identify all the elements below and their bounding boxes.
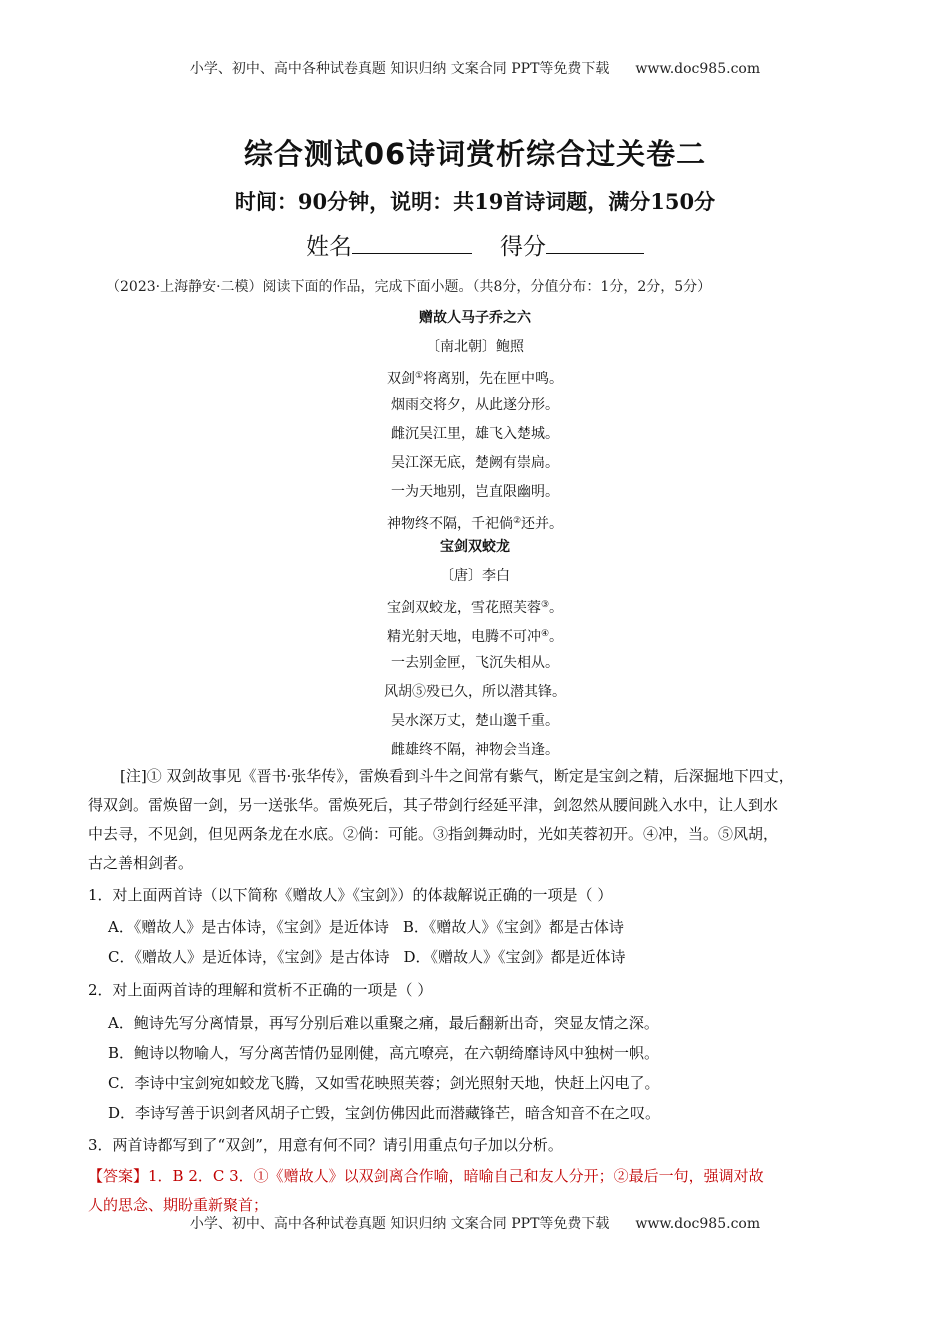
footer-text: 小学、初中、高中各种试卷真题 知识归纳 文案合同 PPT等免费下载 [189,1216,610,1232]
option-c: C．《赠故人》是近体诗，《宝剑》是古体诗 [108,948,390,966]
question-3-stem: 3．两首诗都写到了“双剑”，用意有何不同？请引用重点句子加以分析。 [88,1136,563,1154]
poem-line: 风胡⑤殁已久，所以潜其锋。 [384,684,566,700]
name-score-row [0,228,950,261]
poem-title: 赠故人马子乔之六 [419,310,531,326]
poem-author: 〔南北朝〕鲍照 [426,339,524,355]
question-1-options-row-1 [108,916,868,937]
poem-line: 一去别金匣，飞沉失相从。 [391,655,559,671]
answer-line: 【答案】1．B 2．C 3．①《赠故人》以双剑离合作喻，暗喻自己和友人分开；②最后一句，强调对故 [88,1167,764,1185]
poem-line: 吴水深万丈，楚山邈千重。 [391,713,559,729]
footer-site-link[interactable]: www.doc985.com [635,1216,761,1232]
poem-notes [88,762,863,878]
poem-line: 雌雄终不隔，神物会当逢。 [391,742,559,758]
question-1-options-row-2 [108,946,868,967]
option-a: A．《赠故人》是古体诗，《宝剑》是近体诗 [108,918,389,936]
option-b: B．《赠故人》《宝剑》都是古体诗 [402,918,624,936]
page-header [0,58,950,78]
option-d: D．《赠故人》《宝剑》都是近体诗 [403,948,626,966]
score-blank [546,233,644,254]
question-2-stem: 2．对上面两首诗的理解和赏析不正确的一项是（ ） [88,981,433,999]
answer-line: 人的思念、期盼重新聚首； [88,1196,269,1214]
poem-line: 双剑①将离别，先在匣中鸣。 [386,371,564,387]
option-c: C．李诗中宝剑宛如蛟龙飞腾，又如雪花映照芙蓉；剑光照射天地，快赶上闪电了。 [108,1074,660,1092]
name-label: 姓名 [306,234,352,260]
name-blank [352,233,472,254]
poem-author: 〔唐〕李白 [440,568,510,584]
poem-line: 烟雨交将夕，从此遂分形。 [391,397,559,413]
option-b: B．鲍诗以物喻人，写分离苦情仍显刚健，高亢嘹亮，在六朝绮靡诗风中独树一帜。 [108,1044,660,1062]
question-intro: （2023·上海静安·二模）阅读下面的作品，完成下面小题。（共8分，分值分布：1分，2分，5分） [106,279,712,295]
notes-line: [注]① 双剑故事见《晋书·张华传》，雷焕看到斗牛之间常有紫气，断定是宝剑之精，后深掘地下四丈， [120,767,794,785]
option-a: A．鲍诗先写分离情景，再写分别后难以重聚之痛，最后翻新出奇，突显友情之深。 [108,1014,659,1032]
poem-line: 一为天地别，岂直限幽明。 [391,484,559,500]
option-d: D．李诗写善于识剑者风胡子亡毁，宝剑仿佛因此而潜藏锋芒，暗含知音不在之叹。 [108,1104,661,1122]
poem-line: 神物终不隔，千祀倘②还并。 [386,516,564,532]
poem-title: 宝剑双蛟龙 [440,539,510,555]
poem-1 [0,304,950,536]
poem-line: 吴江深无底，楚阙有崇扃。 [391,455,559,471]
notes-line: 得双剑。雷焕留一剑，另一送张华。雷焕死后，其子带剑行经延平津，剑忽然从腰间跳入水中，让人到水 [88,796,779,814]
notes-line: 中去寻，不见剑，但见两条龙在水底。②倘：可能。③指剑舞动时，光如芙蓉初开。④冲，当。⑤风胡， [88,825,779,843]
poem-line: 宝剑双蛟龙，雪花照芙蓉③。 [386,600,564,616]
page-title: 综合测试06诗词赏析综合过关卷二 [243,137,707,171]
header-site-link[interactable]: www.doc985.com [635,61,761,77]
answer-block [88,1162,863,1220]
question-1-stem: 1．对上面两首诗（以下简称《赠故人》《宝剑》）的体裁解说正确的一项是（ ） [88,886,613,904]
page-footer [0,1213,950,1233]
poem-line: 精光射天地，电腾不可冲④。 [386,629,564,645]
header-text: 小学、初中、高中各种试卷真题 知识归纳 文案合同 PPT等免费下载 [189,61,610,77]
exam-info: 时间：90分钟，说明：共19首诗词题，满分150分 [234,189,716,214]
poem-line: 雌沉吴江里，雄飞入楚城。 [391,426,559,442]
poem-2 [0,533,950,765]
score-label: 得分 [500,234,546,260]
notes-line: 古之善相剑者。 [88,854,194,872]
